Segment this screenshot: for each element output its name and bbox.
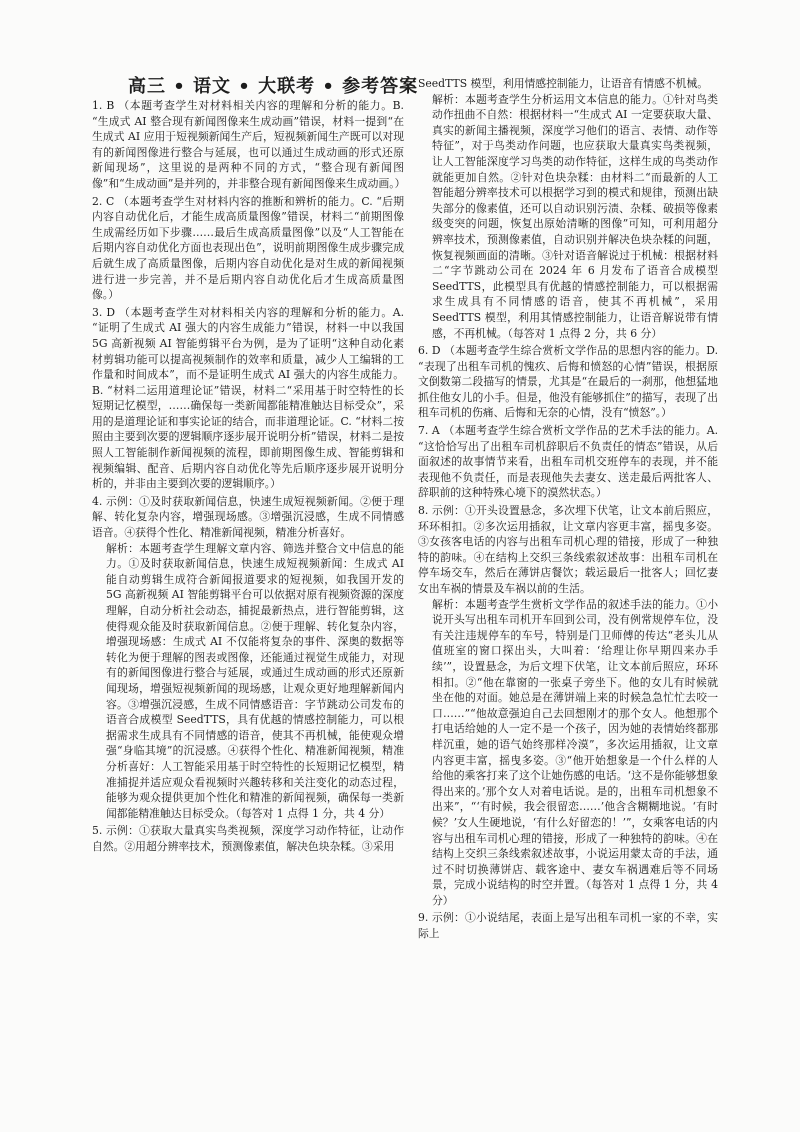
answer-number: 1. B [92, 99, 115, 112]
answer-text: （本题考查学生综合赏析文学作品的艺术手法的能力。A. “这恰恰写出了出租车司机辞职后不负责任的情态”错误，从后面叙述的故事情节来看，出租车司机交班停车的表现，并不能表现他不负责任，而是表现他失去妻女、送走最后两批客人、辞职前的这种特殊心境下的漠然状态。） [418, 424, 719, 500]
answer-text: 示例：①开头设置悬念，多次埋下伏笔，让文本前后照应，环环相扣。②多次运用插叙，让文章内容更丰富，摇曳多姿。③女孩客电话的内容与出租车司机心理的错接，形成了一种独特的韵味。④在结构上交织三条线索叙述故事：出租车司机在停车场交车，然后在薄饼店餐饮；载运最后一批客人；回忆妻女出车祸的情景及车祸以前的生活。 [418, 504, 719, 595]
answer-text: （本题考查学生综合赏析文学作品的思想内容的能力。D. “表现了出租车司机的愧疚、后悔和愤怒的心情”错误，根据原文倒数第二段描写的情景，尤其是“在最后的一刹那，他想猛地抓住他女儿的小手。但是，他没有能够抓住”的描写，表现了出租车司机的伤痛、后悔和无奈的心情，没有“愤怒”。） [418, 344, 719, 420]
answer-4 [92, 494, 404, 821]
left-column [92, 98, 404, 857]
answer-1 [92, 98, 404, 192]
answer-text: 示例：①小说结尾，表面上是写出租车司机一家的不幸，实际上 [418, 911, 719, 941]
answer-number: 4. [92, 494, 103, 508]
answer-number: 6. D [418, 344, 441, 358]
answer-number: 7. A [418, 424, 440, 438]
answer-text: SeedTTS 模型，利用情感控制能力，让语音有情感不机械。 [418, 77, 709, 90]
answer-number: 8. [418, 504, 429, 518]
answer-analysis: 解析：本题考查学生分析运用文本信息的能力。①针对鸟类动作扭曲不自然：根据材料一“生成式 AI 一定要获取大量、真实的新闻主播视频，深度学习他们的语言、表情、动作等特征”，对于鸟类动作问题，也应获取大量真实鸟类视频，让人工智能深度学习鸟类的动作特征，这样生成的鸟类动作就能更加自然。②针对色块杂糅：由材料二“而最新的人工智能超分辨率技术可以根据学习到的模式和规律，预测出缺失部分的像素值，还可以自动识别污渍、杂糅、破损等像素级变突的问题，恢复出原始清晰的图像”可知，可利用超分辨率技术，预测像素值，自动识别并解决色块杂糅的问题，恢复视频画面的清晰。③针对语音解说过于机械：根据材料二“字节跳动公司在 2024 年 6 月发布了语音合成模型 SeedTTS，此模型具有优越的情感控制能力，可以根据需求生成具有不同情感的语音，使其不再机械”，采用 SeedTTS 模型，利用其情感控制能力，让语音解说带有情感，不再机械。（每答对 1 点得 2 分，共 6 分） [432, 92, 718, 340]
answer-8 [418, 503, 718, 908]
answer-7 [418, 423, 718, 501]
answer-number: 2. C [92, 194, 115, 208]
answer-number: 9. [418, 911, 429, 925]
answer-number: 3. D [92, 305, 115, 319]
answer-2 [92, 194, 404, 303]
right-column [418, 76, 718, 944]
answer-6 [418, 343, 718, 421]
page-title: 高三 • 语文 • 大联考 • 参考答案 [128, 76, 419, 97]
answer-text: （本题考查学生对材料相关内容的理解和分析的能力。B. “生成式 AI 整合现有新闻图像来生成动画”错误，材料一提到“在生成式 AI 应用于短视频新闻生产后，短视频新闻生产既可以对现有的新闻图像进行整合与延展，也可以通过生成动画的形式还原新闻现场”，这里说的是两种不同的方式，“整合现有新闻图像”和“生成动画”是并列的，并非整合现有新闻图像来生成动画。） [92, 99, 406, 190]
answer-analysis: 解析：本题考查学生赏析文学作品的叙述手法的能力。①小说开头写出租车司机开车回到公司，没有例常规停车位，没有关注违规停车的车号，特别是门卫师傅的传达“老头儿从值班室的窗口探出头，大叫着：‘给理让你早期四来办手续’”，设置悬念，为后文埋下伏笔，让文本前后照应，环环相扣。②“他在靠窗的一张桌子旁坐下。他的女儿有时候就坐在他的对面。她总是在薄饼端上来的时候急急忙忙去咬一口……”“他故意强迫自己去回想刚才的那个女人。他想那个打电话给她的人一定不是一个孩子，因为她的表情始终都那样沉重，她的语气始终那样冷漠”，多次运用插叙，让文章内容更丰富，摇曳多姿。③“他开始想象是一个什么样的人给他的乘客打来了这个让她伤感的电话。‘这不是你能够想象得出来的。’那个女人对着电话说。是的，出租车司机想象不出来”，“‘有时候，我会很留恋……’他含含糊糊地说。‘有时候？’女人生硬地说，‘有什么好留恋的！’”，女乘客电话的内容与出租车司机心理的错接，形成了一种独特的韵味。④在结构上交织三条线索叙述故事，小说运用蒙太奇的手法，通过不时切换薄饼店、载客途中、妻女车祸遇难后等不同场景，完成小说结构的时空并置。（每答对 1 点得 1 分，共 4 分） [432, 597, 718, 907]
answer-text: （本题考查学生对材料相关内容的理解和分析的能力。A. “证明了生成式 AI 强大的内容生成能力”错误，材料一中以我国 5G 高新视频 AI 智能剪辑平台为例，是为了证明“这种自动化素材剪辑功能可以提高视频制作的效率和质量，减少人工编辑的工作量和时间成本”，而不是证明生成式 AI 强大的内容生成能力。B. “材料二运用道理论证”错误，材料二“采用基于时空特性的长短期记忆模型，……确保每一类新闻都能精准触达目标受众”，采用的是道理论证和事实论证的结合，而非道理论证。C. “材料二按照由主要到次要的逻辑顺序逐步展开说明分析”错误，材料二是按照人工智能制作新闻视频的流程，即前期图像生成、智能剪辑和视频编辑、配音、后期内容自动优化等先后顺序逐步展开说明分析的，并非由主要到次要的逻辑顺序。） [92, 305, 404, 491]
answer-text: 示例：①及时获取新闻信息，快速生成短视频新闻。②便于理解、转化复杂内容，增强现场感。③增强沉浸感，生成不同情感语音。④获得个性化、精准新闻视频，精准分析喜好。 [92, 494, 404, 540]
answer-5 [92, 823, 404, 854]
answer-3 [92, 305, 404, 492]
answer-5-continued [418, 76, 718, 341]
answer-text: 示例：①获取大量真实鸟类视频，深度学习动作特征，让动作自然。②用超分辨率技术，预测像素值，解决色块杂糅。③采用 [92, 824, 404, 853]
answer-9 [418, 910, 718, 941]
answer-analysis: 解析：本题考查学生理解文章内容、筛选并整合文中信息的能力。①及时获取新闻信息，快速生成短视频新闻：生成式 AI 能自动剪辑生成符合新闻报道要求的短视频，如我国开发的 5G 高新视频 AI 智能剪辑平台可以依据对原有视频资源的深度理解，自动分析社会动态，捕捉最新热点，进行智能剪辑，这使得观众能及时获取新闻信息。②便于理解、转化复杂内容，增强现场感：生成式 AI 不仅能将复杂的事件、深奥的数据等转化为便于理解的图表或图像，还能通过视觉生成能力，对现有的新闻图像进行整合与延展，或通过生成动画的形式还原新闻现场，增强短视频新闻的现场感，让观众更好地理解新闻内容。③增强沉浸感，生成不同情感语音：字节跳动公司发布的语音合成模型 SeedTTS，具有优越的情感控制能力，可以根据需求生成具有不同情感的语音，使其不再机械，能使观众增强“身临其境”的沉浸感。④获得个性化、精准新闻视频，精准分析喜好：人工智能采用基于时空特性的长短期记忆模型，精准捕捉并适应观众看视频时兴趣转移和关注变化的动态过程，能够为观众提供更加个性化和精准的新闻视频，确保每一类新闻都能精准触达目标受众。（每答对 1 点得 1 分，共 4 分） [106, 541, 404, 820]
answer-number: 5. [92, 824, 103, 838]
answer-text: （本题考查学生对材料内容的推断和辨析的能力。C. “后期内容自动优化后，才能生成高质量图像”错误，材料二“前期图像生成需经历如下步骤……最后生成高质量图像”以及“人工智能在后期内容自动优化方面也表现出色”，说明前期图像生成步骤完成后就生成了高质量图像，后期内容自动优化是对生成的新闻视频进行进一步完善，并不是后期内容自动优化后才生成高质量图像。） [92, 194, 404, 302]
